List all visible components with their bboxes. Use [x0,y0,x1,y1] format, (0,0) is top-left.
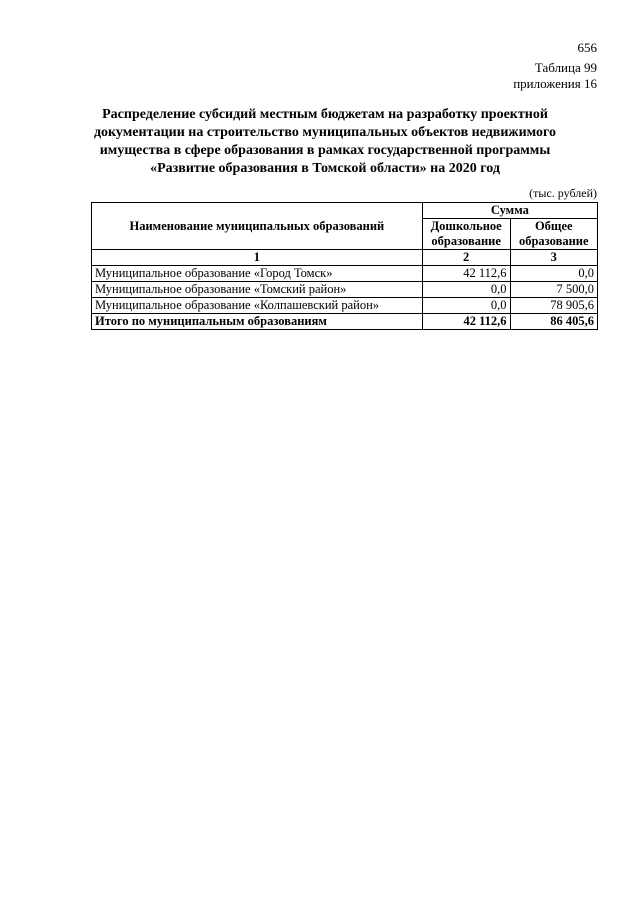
title-line-2: документации на строительство муниципальных объектов недвижимого [93,125,557,140]
units-label: (тыс. рублей) [529,186,597,200]
preschool-value: 42 112,6 [422,266,510,282]
table-row [92,282,598,298]
table-number: Таблица 99 [534,60,597,75]
municipality-name: Муниципальное образование «Город Томск» [92,266,423,282]
column-number: 3 [510,250,597,266]
table-row [92,298,598,314]
header-row [92,203,598,219]
column-number: 2 [422,250,510,266]
document-title [90,106,560,178]
title-line-4: «Развитие образования в Томской области» на 2020 год [150,161,500,176]
header-preschool: Дошкольное образование [422,219,510,250]
header-general: Общее образование [510,219,597,250]
column-numbers-row [92,250,598,266]
total-label: Итого по муниципальным образованиям [92,314,423,330]
general-value: 0,0 [510,266,597,282]
appendix-number: приложения 16 [513,76,597,91]
table-reference [513,60,597,92]
table-row [92,266,598,282]
preschool-value: 0,0 [422,298,510,314]
general-value: 78 905,6 [510,298,597,314]
subsidy-table [91,202,598,330]
general-value: 7 500,0 [510,282,597,298]
header-name: Наименование муниципальных образований [92,203,423,250]
title-line-1: Распределение субсидий местным бюджетам на разработку проектной [102,107,548,122]
total-general: 86 405,6 [510,314,597,330]
total-preschool: 42 112,6 [422,314,510,330]
total-row [92,314,598,330]
page-number: 656 [577,40,597,55]
municipality-name: Муниципальное образование «Томский район» [92,282,423,298]
municipality-name: Муниципальное образование «Колпашевский район» [92,298,423,314]
column-number: 1 [92,250,423,266]
preschool-value: 0,0 [422,282,510,298]
header-sum: Сумма [422,203,597,219]
title-line-3: имущества в сфере образования в рамках государственной программы [99,143,551,158]
